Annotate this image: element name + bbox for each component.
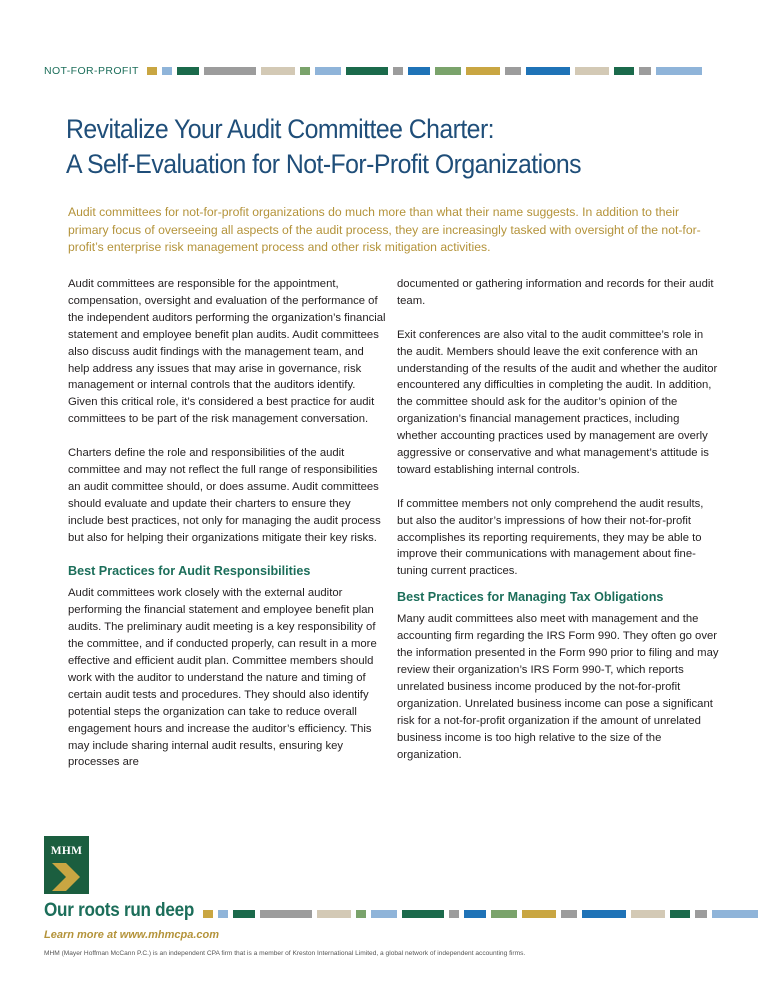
stripe-block — [491, 910, 517, 918]
stripe-block — [466, 67, 500, 75]
logo-text: MHM — [50, 845, 83, 857]
title-line-2: A Self-Evaluation for Not-For-Profit Organizations — [66, 149, 581, 179]
stripe-block — [233, 910, 255, 918]
stripe-block — [575, 67, 609, 75]
stripe-block — [203, 910, 213, 918]
stripe-block — [449, 910, 459, 918]
left-column — [68, 276, 388, 771]
right-paragraph-4: Many audit committees also meet with management and the accounting firm regarding the IRS Form 990. They often go over the information presented in the Form 990 prior to filing and may review their organization’s IRS Form 990-T, which reports unrelated business income produced by the not-for-profit organization. Unrelated business income can pose a significant risk for a not-for-profit organization if the amount of unrelated business income is too high relative to the size of the organization. — [397, 613, 719, 761]
stripe-block — [260, 910, 312, 918]
stripe-block — [261, 67, 295, 75]
stripe-block — [317, 910, 351, 918]
stripe-block — [204, 67, 256, 75]
stripe-block — [393, 67, 403, 75]
stripe-block — [162, 67, 172, 75]
left-paragraph-3: Audit committees work closely with the external auditor performing the financial statement and employee benefit plan audits. The preliminary audit meeting is a key responsibility of the committee, and if conducted properly, can result in a more effective and efficient audit plan. Committee members should work with the auditor to understand the nature and timing of certain audit tests and procedures. They should also identify potential steps the organization can take to reduce overall engagement hours and increase the auditor’s efficiency. This may include sharing internal audit results, ensuring key processes are — [68, 587, 377, 769]
stripe-block — [614, 67, 634, 75]
stripe-block — [435, 67, 461, 75]
mhm-logo — [44, 836, 89, 894]
stripe-block — [464, 910, 486, 918]
stripe-block — [639, 67, 651, 75]
stripe-block — [177, 67, 199, 75]
stripe-block — [402, 910, 444, 918]
right-paragraph-2: Exit conferences are also vital to the audit committee’s role in the audit. Members should leave the exit conference with an understanding of the results of the audit and whether the auditor encountered any difficulties in completing the audit. In addition, the committee should ask for the auditor’s opinion of the organization’s financial management practices, including whether accounting practices used by management are overly aggressive or conservative and what management’s attitude is toward establishing internal controls. — [397, 328, 718, 476]
stripe-block — [582, 910, 626, 918]
stripe-block — [631, 910, 665, 918]
stripe-block — [526, 67, 570, 75]
stripe-block — [505, 67, 521, 75]
stripe-block — [315, 67, 341, 75]
intro-paragraph: Audit committees for not-for-profit organizations do much more than what their name suggests. In addition to their primary focus of overseeing all aspects of the audit process, they are increasingly tasked with oversight of the not-for-profit’s enterprise risk management process and other risk mitigation activities. — [68, 205, 701, 254]
stripe-block — [712, 910, 758, 918]
stripe-block — [522, 910, 556, 918]
tagline: Our roots run deep — [44, 900, 195, 921]
footer-disclaimer: MHM (Mayer Hoffman McCann P.C.) is an independent CPA firm that is a member of Kreston International Limited, a global network of independent accounting firms. — [44, 950, 526, 957]
stripe-block — [656, 67, 702, 75]
left-paragraph-1: Audit committees are responsible for the appointment, compensation, oversight and evaluation of the performance of the independent auditors performing the organization’s financial statement and employee benefit plan audits. Audit committees also discuss audit findings with the management team, and help address any issues that may arise in governance, risk management or internal controls that the auditors identify. Given this critical role, it’s considered a best practice for audit committees to be part of the risk management conversation. — [68, 278, 386, 426]
stripe-block — [346, 67, 388, 75]
decorative-stripe-bottom — [203, 910, 763, 918]
section-heading-audit: Best Practices for Audit Responsibilities — [68, 564, 311, 579]
title-line-1: Revitalize Your Audit Committee Charter: — [66, 114, 495, 144]
stripe-block — [218, 910, 228, 918]
left-paragraph-2: Charters define the role and responsibilities of the audit committee and may not reflect the full range of responsibilities an audit committee should, or does assume. Audit committees should evaluate and update their charters to ensure they include best practices, not only for managing the audit process but also for helping their organizations mitigate their key risks. — [68, 447, 381, 544]
section-heading-tax: Best Practices for Managing Tax Obligations — [397, 590, 664, 605]
stripe-block — [356, 910, 366, 918]
logo-mark-icon — [44, 860, 89, 894]
stripe-block — [561, 910, 577, 918]
stripe-block — [670, 910, 690, 918]
stripe-block — [147, 67, 157, 75]
page-title — [66, 112, 692, 182]
stripe-block — [300, 67, 310, 75]
decorative-stripe-top — [147, 67, 707, 75]
stripe-block — [371, 910, 397, 918]
stripe-block — [695, 910, 707, 918]
right-paragraph-3: If committee members not only comprehend the audit results, but also the auditor’s impressions of how their not-for-profit accomplishes its reporting requirements, they may be able to improve their communications with management about fine-tuning current practices. — [397, 497, 704, 578]
section-tag: NOT-FOR-PROFIT — [44, 65, 139, 77]
learn-more-link[interactable]: Learn more at www.mhmcpa.com — [44, 929, 220, 941]
stripe-block — [408, 67, 430, 75]
right-column — [397, 276, 719, 763]
right-paragraph-1: documented or gathering information and records for their audit team. — [397, 278, 714, 307]
